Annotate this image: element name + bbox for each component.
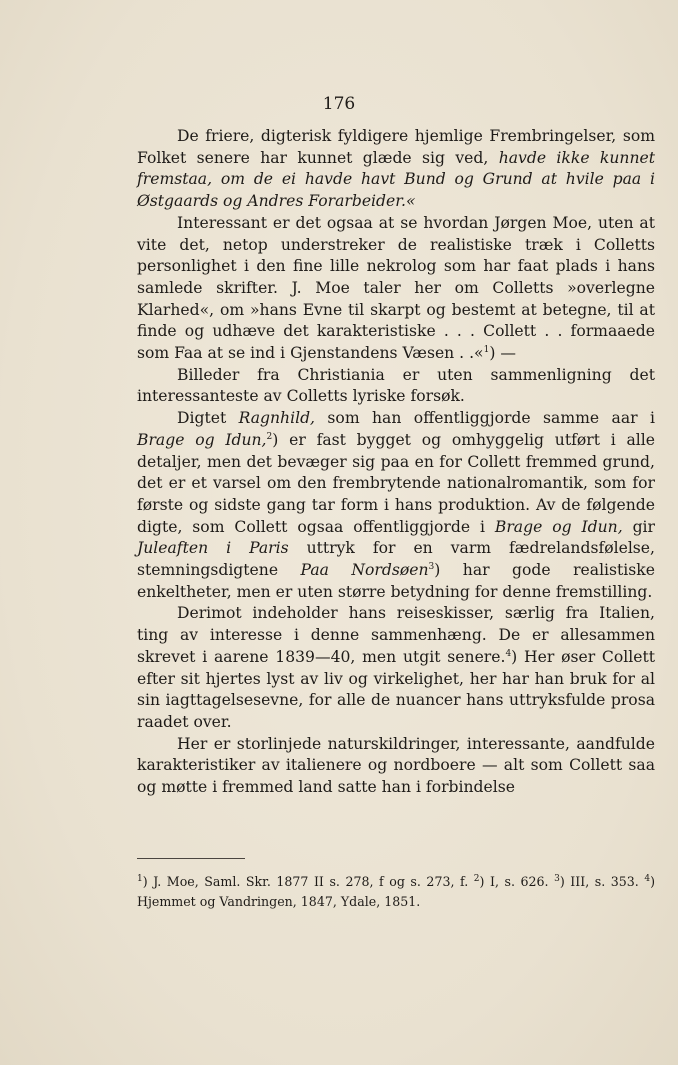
text-segment: ) Her øser Collett efter sit hjertes lyst av liv og virkelighet, her har han bruk for al sin iagttagelsesevne, for alle de nuancer hans uttryksfulde prosa raadet over. [137,647,655,731]
text-segment: ) — [489,344,516,363]
footnote-text: ) J. Moe, Saml. Skr. 1877 II s. 278, f og s. 273, f. [142,874,474,889]
footnote-divider [137,858,245,859]
footnote-text: ) III, s. 353. [559,874,645,889]
text-segment: ) har gode realistiske enkeltheter, men er uten større betydning for denne fremstilling. [137,561,655,601]
paragraph [137,126,655,213]
footnote-number: 2 [473,873,480,884]
text-segment: Interessant er det ogsaa at se hvordan Jørgen Moe, uten at vite det, netop understreker de realistiske træk i Colletts personlighet i den fine lille nekrolog som har faat plads i hans samlede skrifter. J. Moe taler her om Colletts »overlegne Klarhed«, om »hans Evne til skarpt og bestemt at betegne, til at finde og udhæve det karakteristiske . . . Collett . . formaaede som Faa at se ind i Gjenstandens Væsen . .« [137,213,655,363]
page-number: 176 [322,94,356,114]
footnote-marker: 2 [266,431,273,442]
italic-text: Brage og Idun, [494,517,623,536]
text-segment: Derimot indeholder hans reiseskisser, særlig fra Italien, ting av interesse i denne sammenhæng. De er allesammen skrevet i aarene 1839—40, men utgit senere. [137,604,655,666]
paragraph [137,365,655,408]
text-segment: uttryk for en varm fædrelandsfølelse, stemningsdigtene [137,539,655,580]
paragraph [137,213,655,365]
footnote-marker: 3 [428,561,435,572]
footnote-marker: 4 [505,648,512,659]
footnotes [137,872,655,912]
footnote-number: 1 [137,873,143,884]
text-segment: Her er storlinjede naturskildringer, interessante, aandfulde karakteristiker av italienere og nordboere — alt som Collett saa og møtte i fremmed land satte han i forbindelse [137,734,655,797]
text-segment: gir [622,517,656,536]
text-segment: Billeder fra Christiania er uten sammenligning det interessanteste av Colletts lyriske forsøk. [137,365,655,406]
italic-text: Juleaften i Paris [137,539,289,558]
footnote-text: ) I, s. 626. [479,874,555,889]
text-segment: Digtet [177,409,239,428]
paragraph [137,603,655,733]
footnote-number: 3 [554,873,560,884]
text-segment: De friere, digterisk fyldigere hjemlige Frembringelser, som Folket senere har kunnet glæde sig ved, [137,127,655,167]
text-segment: som han offentliggjorde samme aar i [315,409,655,428]
footnote-marker: 1 [483,344,490,355]
footnote-number: 4 [644,873,651,884]
footnote-list [137,874,655,909]
body-text [137,126,655,799]
paragraph [137,408,655,603]
text-segment: ) er fast bygget og omhyggelig utført i alle detaljer, men det bevæger sig paa en for Collett fremmed grund, det er et varsel om den frembrytende nationalromantik, som for første og sidste gang tar form i hans produktion. Av de følgende digte, som Collett ogsaa offentliggjorde i [137,430,656,536]
italic-text: Ragnhild, [238,409,316,428]
italic-text: Brage og Idun, [137,430,267,449]
italic-text: havde ikke kunnet fremstaa, om de ei havde havt Bund og Grund at hvile paa i Østgaards og Andres Forarbeider.« [137,148,655,211]
paragraph [137,734,655,799]
italic-text: Paa Nordsøen [300,561,429,580]
footnote-text: ) Hjemmet og Vandringen, 1847, Ydale, 1851. [137,874,655,909]
